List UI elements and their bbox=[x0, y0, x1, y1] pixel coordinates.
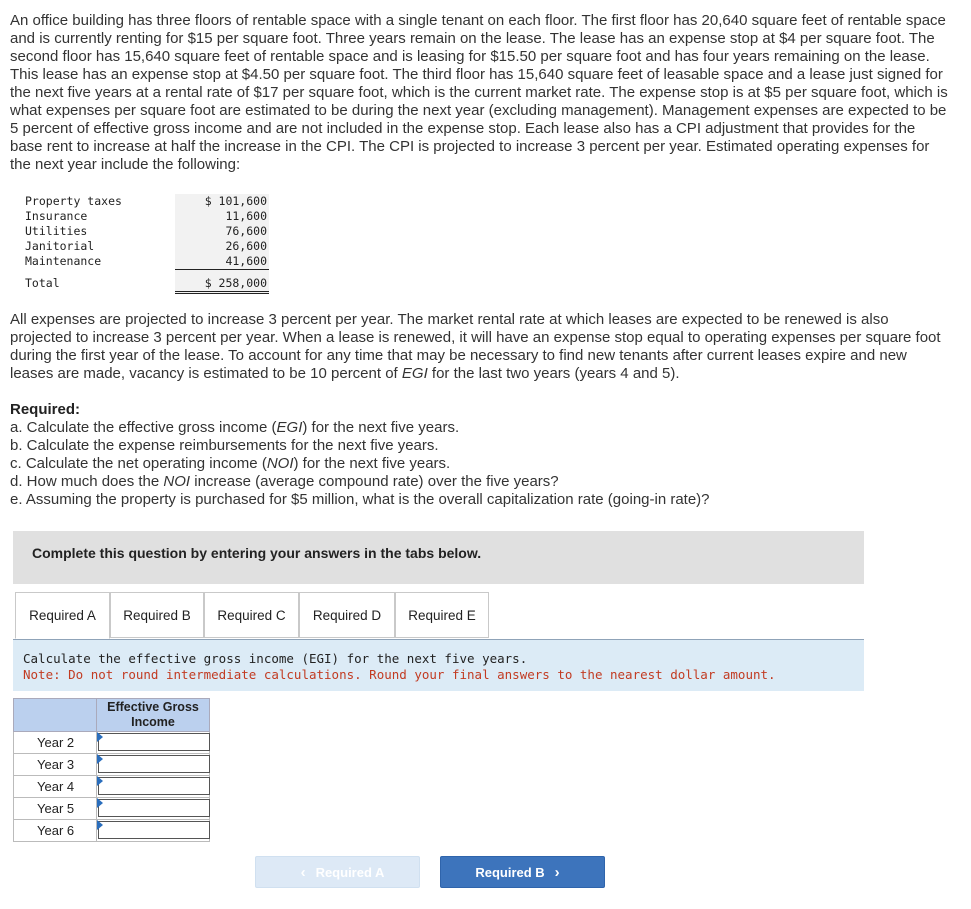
answer-cell bbox=[97, 732, 210, 754]
answer-cell bbox=[97, 798, 210, 820]
table-row bbox=[14, 754, 210, 776]
required-item-a bbox=[10, 419, 950, 437]
req-text: d. How much does the bbox=[10, 473, 164, 490]
year-label: Year 3 bbox=[14, 754, 97, 776]
expense-total-row bbox=[25, 270, 269, 293]
expense-row bbox=[25, 224, 269, 239]
paragraph-2-text-end: for the last two years (years 4 and 5). bbox=[427, 365, 680, 382]
flag-icon bbox=[97, 732, 103, 742]
egi-input-year-3[interactable] bbox=[98, 755, 210, 773]
expense-total-label: Total bbox=[25, 276, 60, 290]
req-text: increase (average compound rate) over the five years? bbox=[190, 473, 559, 490]
year-label: Year 4 bbox=[14, 776, 97, 798]
required-item-c bbox=[10, 455, 950, 473]
table-row bbox=[14, 776, 210, 798]
expense-total-value: $ 258,000 bbox=[175, 270, 269, 293]
req-term: EGI bbox=[276, 419, 303, 436]
prev-button-label: Required A bbox=[315, 864, 385, 880]
req-term: NOI bbox=[163, 473, 191, 490]
problem-paragraph-2 bbox=[10, 311, 950, 383]
instructions-banner bbox=[13, 531, 864, 584]
flag-icon bbox=[97, 820, 103, 830]
tab-bar bbox=[13, 592, 864, 640]
tab-required-c[interactable]: Required C bbox=[204, 592, 299, 638]
flag-icon bbox=[97, 798, 103, 808]
tab-required-b[interactable]: Required B bbox=[110, 592, 204, 638]
expense-value: 26,600 bbox=[175, 239, 269, 254]
instruction-note: Note: Do not round intermediate calculations. Round your final answers to the nearest dollar amount. bbox=[23, 667, 776, 682]
answer-cell bbox=[97, 820, 210, 842]
req-text: ) for the next five years. bbox=[302, 419, 460, 436]
req-text: c. Calculate the net operating income ( bbox=[10, 455, 267, 472]
req-text: ) for the next five years. bbox=[293, 455, 451, 472]
egi-answer-table bbox=[13, 698, 210, 842]
egi-input-year-2[interactable] bbox=[98, 733, 210, 751]
expense-value: 41,600 bbox=[175, 254, 269, 270]
egi-input-year-6[interactable] bbox=[98, 821, 210, 839]
req-term: NOI bbox=[266, 455, 294, 472]
expense-row bbox=[25, 209, 269, 224]
flag-icon bbox=[97, 754, 103, 764]
expense-label: Utilities bbox=[25, 224, 88, 238]
expense-row bbox=[25, 254, 269, 270]
tab-required-e[interactable]: Required E bbox=[395, 592, 489, 638]
required-item-e: e. Assuming the property is purchased for $5 million, what is the overall capitalization rate (going-in rate)? bbox=[10, 491, 710, 508]
expense-label: Janitorial bbox=[25, 239, 95, 253]
egi-input-year-4[interactable] bbox=[98, 777, 210, 795]
table-corner-cell bbox=[14, 699, 97, 732]
paragraph-2-text: All expenses are projected to increase 3 percent per year. The market rental rate at which leases are expected to be renewed is also projected to increase 3 percent per year. When a lease is renewed, it will have an expense stop equal to operating expenses per square foot during the first year of the lease. To account for any time that may be necessary to find new tenants after current leases expire and new leases are made, vacancy is estimated to be 10 percent of bbox=[10, 311, 941, 382]
req-text: a. Calculate the effective gross income ( bbox=[10, 419, 277, 436]
next-button[interactable] bbox=[440, 856, 605, 888]
table-row bbox=[14, 820, 210, 842]
expense-row bbox=[25, 239, 269, 254]
expense-value: 11,600 bbox=[175, 209, 269, 224]
egi-input-year-5[interactable] bbox=[98, 799, 210, 817]
tab-required-d[interactable]: Required D bbox=[299, 592, 395, 638]
expense-label: Insurance bbox=[25, 209, 88, 223]
flag-icon bbox=[97, 776, 103, 786]
chevron-right-icon: › bbox=[554, 863, 560, 881]
expenses-table bbox=[25, 194, 269, 294]
required-item-d bbox=[10, 473, 950, 491]
expense-value: $ 101,600 bbox=[175, 194, 269, 209]
table-row bbox=[14, 798, 210, 820]
egi-column-header: Effective Gross Income bbox=[97, 699, 210, 732]
required-title: Required: bbox=[10, 401, 81, 418]
year-label: Year 6 bbox=[14, 820, 97, 842]
prev-button[interactable] bbox=[255, 856, 420, 888]
question-instructions bbox=[13, 640, 864, 691]
expense-label: Property taxes bbox=[25, 194, 122, 208]
problem-paragraph-1: An office building has three floors of rentable space with a single tenant on each floor. The first floor has 20,640 square feet of rentable space and is currently renting for $15 per square foot. Three years remain on the lease. The lease has an expense stop at $4 per square foot. The second floor has 15,640 square feet of rentable space and is leasing for $15.50 per square foot and has four years remaining on the lease. This lease has an expense stop at $4.50 per square foot. The third floor has 15,640 square feet of leasable space and a lease just signed for the next five years at a rental rate of $17 per square foot, which is the current market rate. The expense stop is at $5 per square foot, which is what expenses per square foot are estimated to be during the next year (excluding management). Management expenses are expected to be 5 percent of effective gross income and are not included in the expense stop. Each lease also has a CPI adjustment that provides for the base rent to increase at half the increase in the CPI. The CPI is projected to increase 3 percent per year. Estimated operating expenses for the next year include the following: bbox=[10, 12, 948, 173]
table-header-row bbox=[14, 699, 210, 732]
year-label: Year 2 bbox=[14, 732, 97, 754]
answer-cell bbox=[97, 754, 210, 776]
instruction-line: Calculate the effective gross income (EGI) for the next five years. bbox=[23, 651, 528, 666]
expense-value: 76,600 bbox=[175, 224, 269, 239]
tab-required-a[interactable]: Required A bbox=[15, 592, 110, 639]
chevron-left-icon: ‹ bbox=[300, 863, 306, 881]
required-item-b: b. Calculate the expense reimbursements for the next five years. bbox=[10, 437, 439, 454]
required-list bbox=[10, 401, 950, 509]
egi-term: EGI bbox=[401, 365, 428, 382]
expense-label: Maintenance bbox=[25, 254, 102, 269]
banner-text: Complete this question by entering your answers in the tabs below. bbox=[32, 545, 482, 561]
next-button-label: Required B bbox=[475, 864, 545, 880]
answer-cell bbox=[97, 776, 210, 798]
expense-row bbox=[25, 194, 269, 209]
year-label: Year 5 bbox=[14, 798, 97, 820]
table-row bbox=[14, 732, 210, 754]
